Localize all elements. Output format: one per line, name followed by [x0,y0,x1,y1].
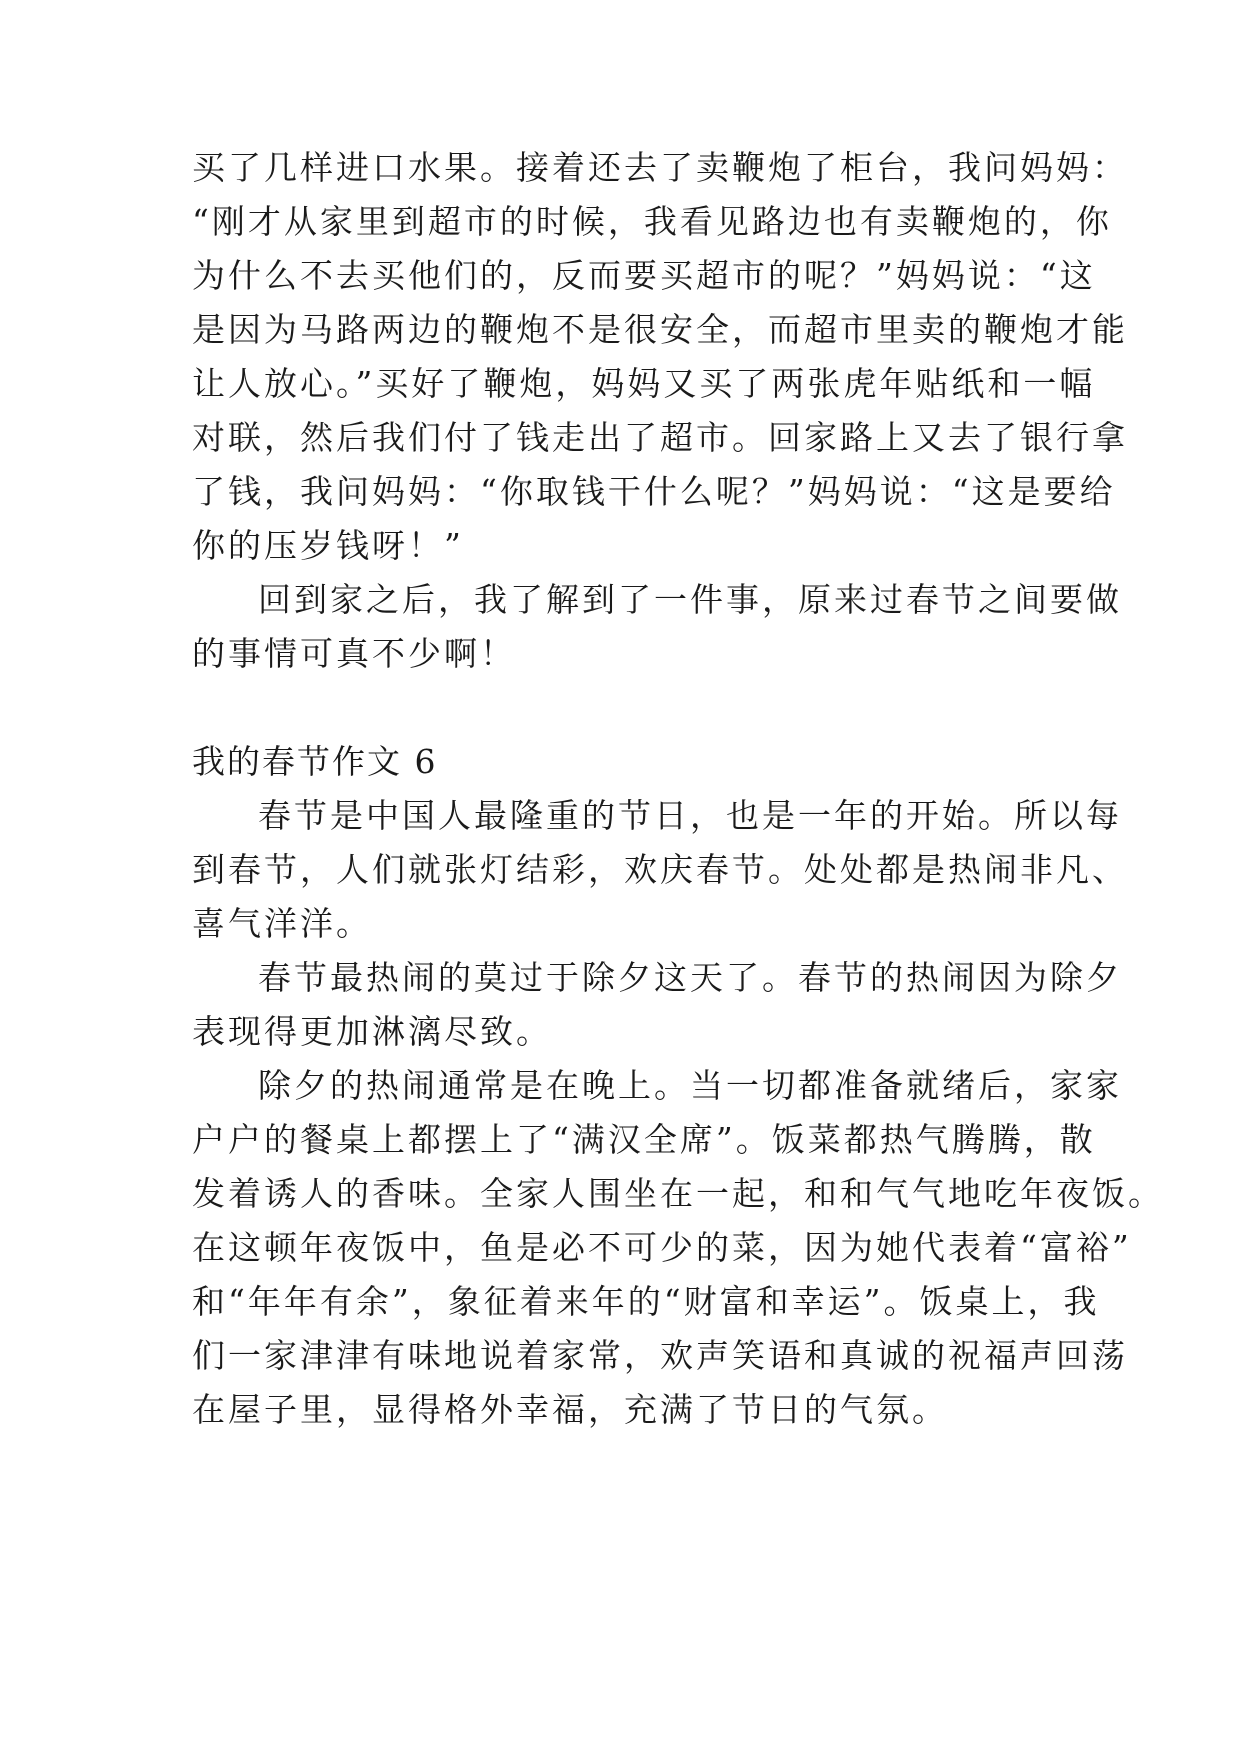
text-line: 是因为马路两边的鞭炮不是很安全，而超市里卖的鞭炮才能 [192,310,1128,349]
text-line: 和“年年有余”，象征着来年的“财富和幸运”。饭桌上，我 [192,1282,1100,1321]
text-line: 回到家之后，我了解到了一件事，原来过春节之间要做 [258,580,1122,619]
text-line: 在这顿年夜饭中，鱼是必不可少的菜，因为她代表着“富裕” [192,1228,1132,1267]
text-line: 的事情可真不少啊！ [192,634,516,673]
text-line: 春节最热闹的莫过于除夕这天了。春节的热闹因为除夕 [258,958,1122,997]
text-line: 让人放心。”买好了鞭炮，妈妈又买了两张虎年贴纸和一幅 [192,364,1096,403]
text-line: 们一家津津有味地说着家常，欢声笑语和真诚的祝福声回荡 [192,1336,1128,1375]
text-line: 户户的餐桌上都摆上了“满汉全席”。饭菜都热气腾腾，散 [192,1120,1096,1159]
text-line: 表现得更加淋漓尽致。 [192,1012,552,1051]
text-line: 对联，然后我们付了钱走出了超市。回家路上又去了银行拿 [192,418,1128,457]
text-line: 除夕的热闹通常是在晚上。当一切都准备就绪后，家家 [258,1066,1122,1105]
text-line: 发着诱人的香味。全家人围坐在一起，和和气气地吃年夜饭。 [192,1174,1164,1213]
text-line: 在屋子里，显得格外幸福，充满了节日的气氛。 [192,1390,948,1429]
text-line: 春节是中国人最隆重的节日，也是一年的开始。所以每 [258,796,1122,835]
section-title: 我的春节作文 6 [192,742,438,781]
text-line: 你的压岁钱呀！” [192,526,464,565]
text-line: “刚才从家里到超市的时候，我看见路边也有卖鞭炮的，你 [192,202,1112,241]
text-line: 到春节，人们就张灯结彩，欢庆春节。处处都是热闹非凡、 [192,850,1128,889]
text-line: 为什么不去买他们的，反而要买超市的呢？”妈妈说：“这 [192,256,1096,295]
text-line: 喜气洋洋。 [192,904,372,943]
text-line: 买了几样进口水果。接着还去了卖鞭炮了柜台，我问妈妈： [192,148,1128,187]
text-line: 了钱，我问妈妈：“你取钱干什么呢？”妈妈说：“这是要给 [192,472,1116,511]
